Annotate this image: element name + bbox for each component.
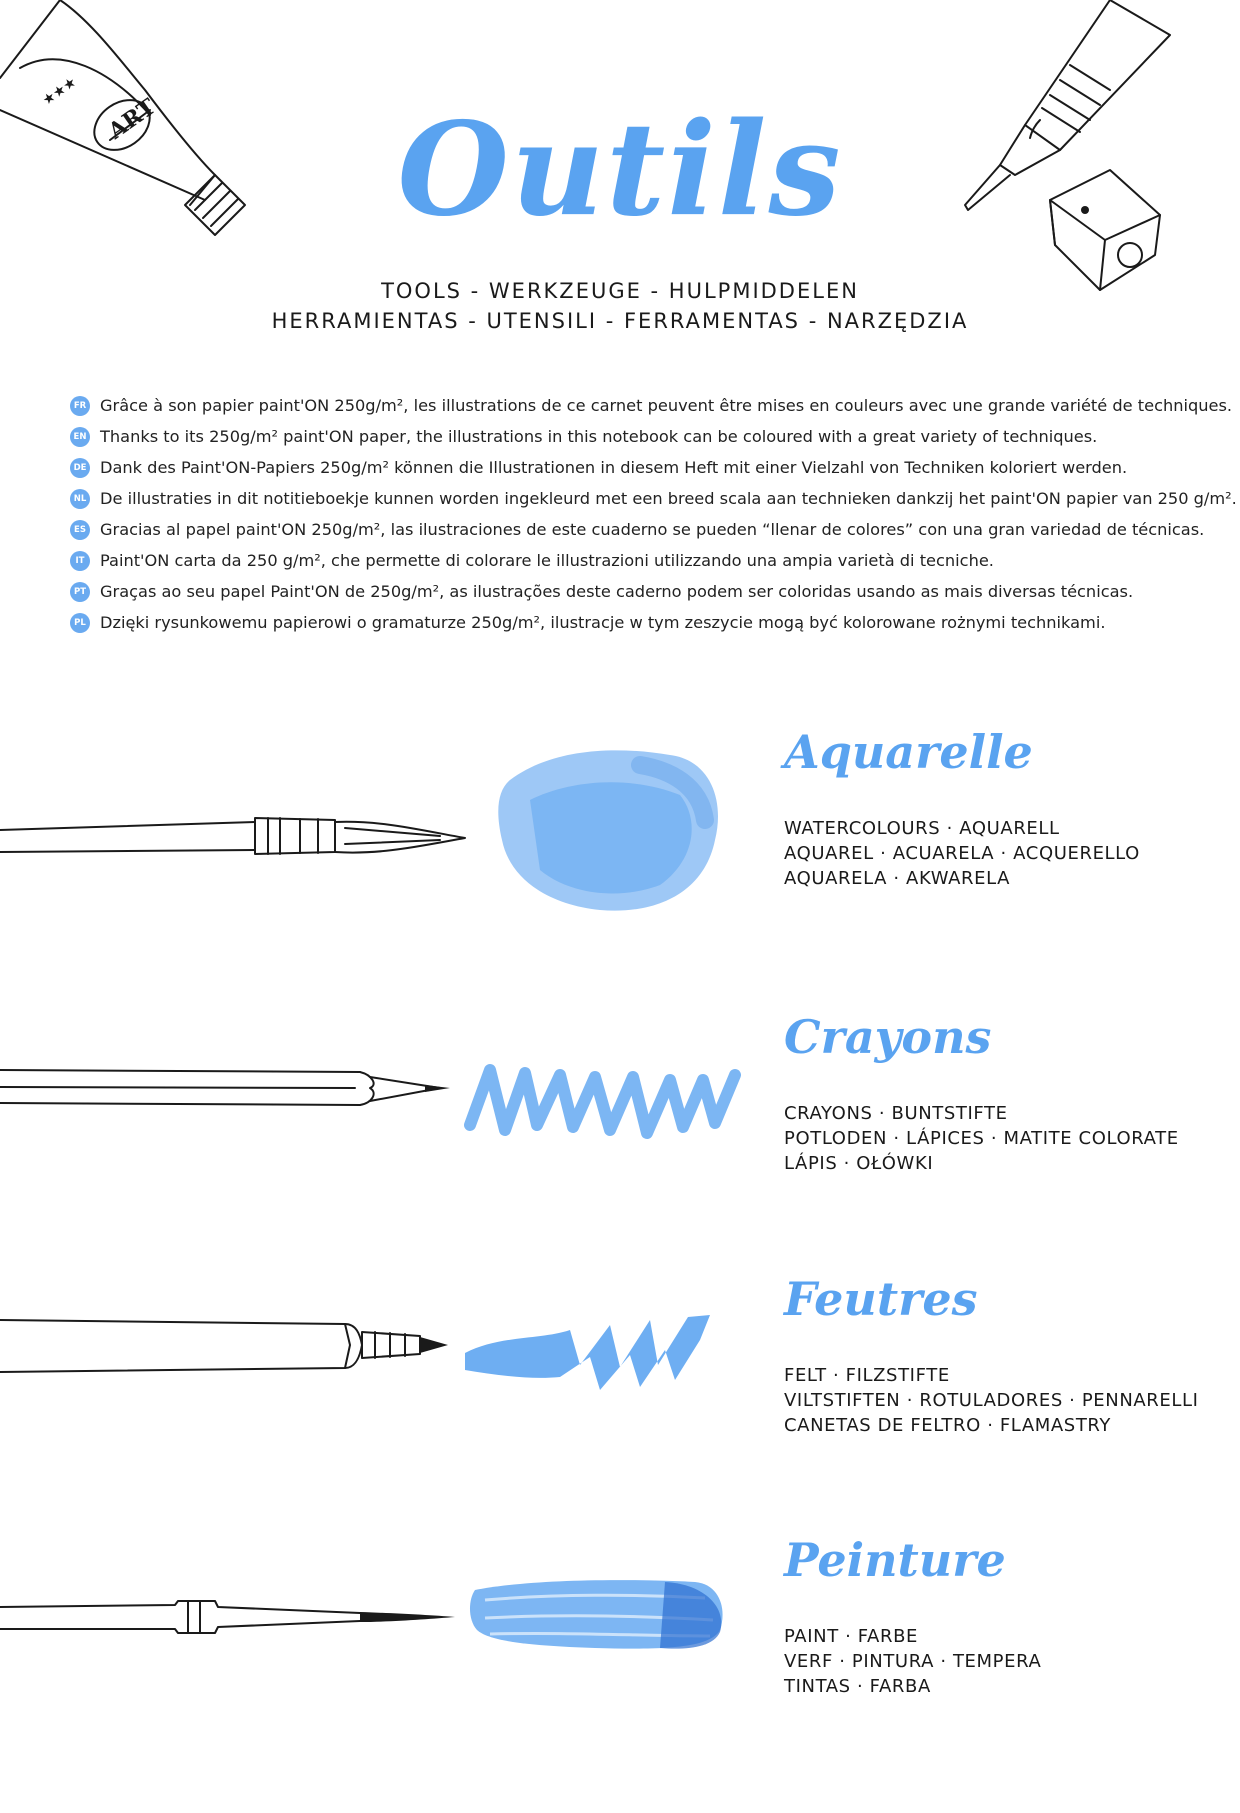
tool-line: VERF · PINTURA · TEMPERA <box>784 1651 1042 1672</box>
tool-line: LÁPIS · OŁÓWKI <box>784 1153 934 1174</box>
pencil-illustration <box>0 1055 470 1125</box>
intro-row-fr <box>70 390 1233 421</box>
intro-row-nl <box>70 483 1237 514</box>
watercolour-brush-illustration <box>0 800 480 880</box>
intro-text-en: Thanks to its 250g/m² paint'ON paper, the illustrations in this notebook can be coloured with a great variety of techniques. <box>100 427 1098 446</box>
crayon-swatch <box>465 1055 755 1145</box>
intro-row-de <box>70 452 1190 483</box>
intro-text-it: Paint'ON carta da 250 g/m², che permette di colorare le illustrazioni utilizzando una ampia varietà di tecniche. <box>100 551 994 570</box>
tool-name-aquarelle: Aquarelle <box>784 725 1033 779</box>
intro-row-es <box>70 514 1205 545</box>
tool-line: CRAYONS · BUNTSTIFTE <box>784 1103 1008 1124</box>
intro-text-es: Gracias al papel paint'ON 250g/m², las ilustraciones de este cuaderno se pueden “llenar de colores” con una gran variedad de técnicas. <box>100 520 1205 539</box>
intro-row-en <box>70 421 1190 452</box>
tool-name-feutres: Feutres <box>784 1272 978 1326</box>
lang-badge-en: EN <box>70 427 90 447</box>
lang-badge-es: ES <box>70 520 90 540</box>
felt-marker-illustration <box>0 1310 470 1390</box>
lang-badge-pt: PT <box>70 582 90 602</box>
lang-badge-nl: NL <box>70 489 90 509</box>
tool-name-peinture: Peinture <box>784 1533 1006 1587</box>
subtitle-line-1: TOOLS - WERKZEUGE - HULPMIDDELEN <box>381 279 859 303</box>
lang-badge-pl: PL <box>70 613 90 633</box>
lang-badge-it: IT <box>70 551 90 571</box>
tool-lines-peinture <box>784 1624 1041 1699</box>
tool-lines-crayons <box>784 1101 1179 1176</box>
intro-text-de: Dank des Paint'ON-Papiers 250g/m² können die Illustrationen in diesem Heft mit einer Vielzahl von Techniken koloriert werden. <box>100 458 1128 477</box>
tool-line: AQUAREL · ACUARELA · ACQUERELLO <box>784 843 1140 864</box>
intro-row-pl <box>70 607 1190 638</box>
felt-swatch <box>460 1295 730 1405</box>
lang-badge-fr: FR <box>70 396 90 416</box>
intro-text-pt: Graças ao seu papel Paint'ON de 250g/m², as ilustrações deste caderno podem ser coloridas usando as mais diversas técnicas. <box>100 582 1134 601</box>
tool-line: POTLODEN · LÁPICES · MATITE COLORATE <box>784 1128 1179 1149</box>
tool-line: PAINT · FARBE <box>784 1626 918 1647</box>
watercolour-swatch <box>490 740 730 920</box>
tool-lines-aquarelle <box>784 816 1140 891</box>
tool-line: VILTSTIFTEN · ROTULADORES · PENNARELLI <box>784 1390 1199 1411</box>
tool-line: TINTAS · FARBA <box>784 1676 931 1697</box>
intro-row-it <box>70 545 1190 576</box>
intro-row-pt <box>70 576 1190 607</box>
tool-lines-feutres <box>784 1363 1199 1438</box>
tool-line: FELT · FILZSTIFTE <box>784 1365 950 1386</box>
paintbrush-illustration <box>0 1585 470 1645</box>
tube-label: ART <box>103 93 161 145</box>
tool-line: CANETAS DE FELTRO · FLAMASTRY <box>784 1415 1111 1436</box>
tool-line: WATERCOLOURS · AQUARELL <box>784 818 1060 839</box>
intro-text-nl: De illustraties in dit notitieboekje kunnen worden ingekleurd met een breed scala aan technieken dankzij het paint'ON papier van 250 g/m². <box>100 489 1237 508</box>
tool-name-crayons: Crayons <box>784 1010 992 1064</box>
intro-list <box>70 390 1237 638</box>
page-title: Outils <box>397 95 843 245</box>
tube-stars: ★★★ <box>39 73 80 109</box>
tool-line: AQUARELA · AKWARELA <box>784 868 1011 889</box>
intro-text-fr: Grâce à son papier paint'ON 250g/m², les illustrations de ce carnet peuvent être mises en couleurs avec une grande variété de techniques. <box>100 396 1233 415</box>
paint-swatch <box>465 1570 735 1660</box>
subtitle-line-2: HERRAMIENTAS - UTENSILI - FERRAMENTAS - NARZĘDZIA <box>271 309 969 333</box>
intro-text-pl: Dzięki rysunkowemu papierowi o gramaturze 250g/m², ilustracje w tym zeszycie mogą być kolorowane rożnymi technikami. <box>100 613 1106 632</box>
lang-badge-de: DE <box>70 458 90 478</box>
